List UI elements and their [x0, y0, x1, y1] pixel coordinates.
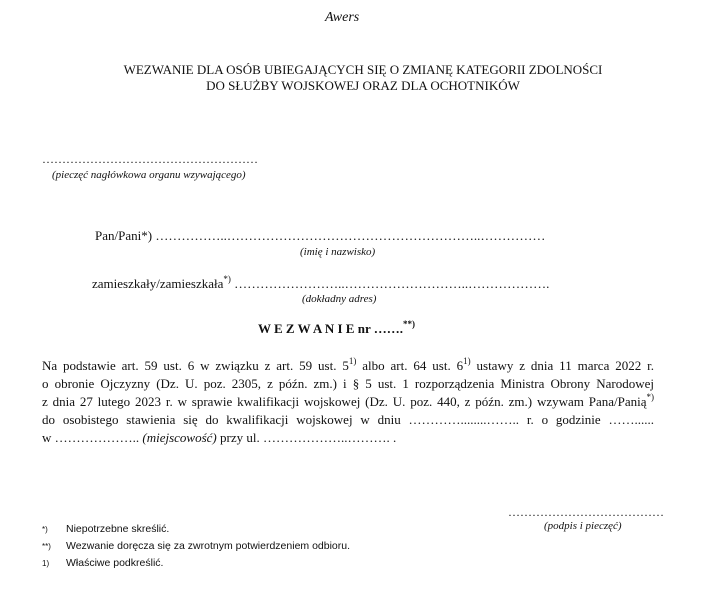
body-line-5-part-a: w ………………..: [42, 430, 143, 445]
body-line-1-part-c: ustawy z dnia 11 marca 2022 r.: [470, 358, 654, 373]
stamp-dots: ………………………………………………: [42, 152, 258, 166]
footnote-ref-1: 1): [348, 355, 357, 366]
footnote-ref-2: 1): [463, 355, 471, 366]
footnote-2: [42, 538, 350, 555]
body-line-1-part-a: Na podstawie art. 59 ust. 6 w związku z art. 59 ust. 5: [42, 358, 349, 373]
footnote-3: [42, 555, 350, 572]
recipient-footnote-mark: *): [141, 228, 153, 243]
address-caption: (dokładny adres): [302, 293, 377, 305]
summons-title-text: W E Z W A N I E nr …….: [258, 321, 403, 336]
body-line-4: do osobistego stawienia się do kwalifikacji wojskowej w dniu …………........…….. r. o godzinie ……......: [42, 412, 654, 427]
address-label: zamieszkały/zamieszkała: [92, 276, 224, 291]
address-line: [92, 275, 549, 293]
address-dots: ……………………..………………………..……………….: [234, 276, 550, 291]
summons-title: [258, 318, 415, 337]
footnote-3-mark: 1): [42, 559, 50, 568]
body-line-3: [42, 393, 654, 411]
body-line-5-part-b: przy ul. ………………..………. .: [216, 430, 397, 445]
body-line-1-part-b: albo art. 64 ust. 6: [356, 358, 464, 373]
footnote-ref-3: *): [646, 391, 654, 402]
footnote-2-text: Wezwanie doręcza się za zwrotnym potwierdzeniem odbioru.: [66, 540, 351, 552]
footnote-2-mark: **): [42, 542, 51, 551]
place-caption: (miejscowość): [142, 430, 217, 445]
recipient-label: Pan/Pani: [95, 228, 142, 243]
stamp-caption: (pieczęć nagłówkowa organu wzywającego): [52, 169, 246, 181]
summons-footnote-mark: **): [402, 318, 415, 329]
title-line-2: DO SŁUŻBY WOJSKOWEJ ORAZ DLA OCHOTNIKÓW: [206, 78, 520, 93]
body-line-1: [42, 357, 654, 375]
footnotes: [42, 521, 350, 572]
title-line-1: WEZWANIE DLA OSÓB UBIEGAJĄCYCH SIĘ O ZMIANĘ KATEGORII ZDOLNOŚCI: [123, 62, 603, 77]
footnote-1-text: Niepotrzebne skreślić.: [66, 523, 170, 535]
footnote-1-mark: *): [42, 525, 48, 534]
signature-caption: (podpis i pieczęć): [544, 520, 622, 532]
recipient-dots: ……………..…………………………………………………..……………: [155, 228, 546, 243]
body-line-2: o obronie Ojczyzny (Dz. U. poz. 2305, z późn. zm.) i § 5 ust. 1 rozporządzenia Ministra Obrony Narodowej: [42, 376, 654, 391]
footnote-3-text: Właściwe podkreślić.: [66, 557, 164, 569]
address-footnote-mark: *): [223, 273, 231, 284]
recipient-line: [95, 227, 545, 245]
document-title: [20, 62, 706, 94]
body-line-5: [42, 429, 654, 447]
footnote-1: [42, 521, 350, 538]
signature-dots: …………………………………: [508, 505, 664, 519]
recipient-caption: (imię i nazwisko): [300, 246, 376, 258]
body-paragraph: [42, 357, 654, 447]
body-line-3-part-a: z dnia 27 lutego 2023 r. w sprawie kwalifikacji wojskowej (Dz. U. poz. 440, z późn. zm.) wzywam Pana/Panią: [42, 394, 647, 409]
